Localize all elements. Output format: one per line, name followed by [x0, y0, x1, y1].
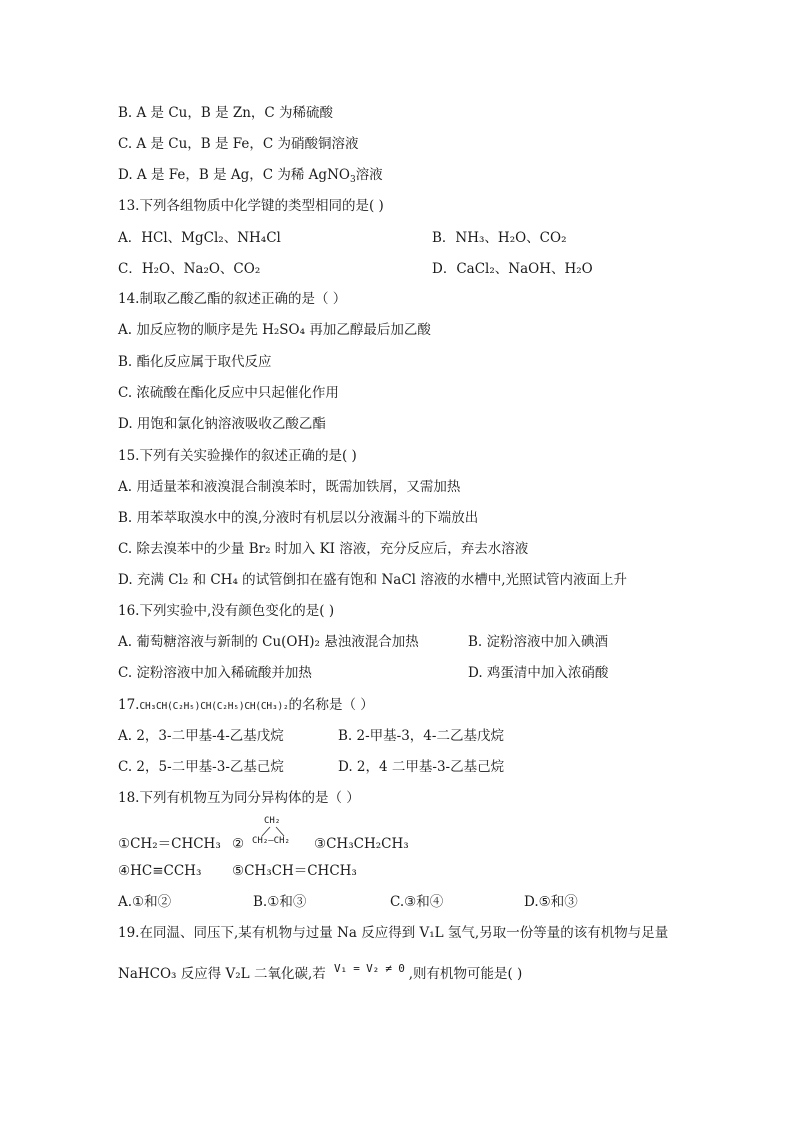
q17-option-b: B. 2-甲基-3，4-二乙基戊烷 [338, 728, 504, 744]
q19-stem-line-1: 19.在同温、同压下,某有机物与过量 Na 反应得到 V₁L 氢气,另取一份等量的该有机物与足量 [118, 925, 669, 941]
q16-option-c: C. 淀粉溶液中加入稀硫酸并加热 [118, 665, 312, 681]
q18-item-3: ③CH₃CH₂CH₃ [314, 836, 409, 852]
q12-option-d: D. A 是 Fe，B 是 Ag，C 为稀 AgNO$_3$溶液 [118, 167, 383, 185]
q16-option-a: A. 葡萄糖溶液与新制的 Cu(OH)₂ 悬浊液混合加热 [118, 634, 419, 650]
q12-option-c: C. A 是 Cu，B 是 Fe，C 为硝酸铜溶液 [118, 136, 359, 152]
q13-option-c: C．H₂O、Na₂O、CO₂ [118, 261, 261, 277]
q12-option-b: B. A 是 Cu，B 是 Zn，C 为稀硫酸 [118, 105, 334, 121]
q13-option-b: B．NH₃、H₂O、CO₂ [432, 230, 567, 246]
struct-bonds [252, 814, 312, 854]
q18-stem: 18.下列有机物互为同分异构体的是（ ） [118, 790, 360, 806]
q13-option-a: A．HCl、MgCl₂、NH₄Cl [118, 230, 281, 246]
q17-formula: CH₃CH(C₂H₅)CH(C₂H₅)CH(CH₃)₂ [139, 701, 289, 712]
q16-option-d: D. 鸡蛋清中加入浓硝酸 [468, 665, 609, 681]
struct-bottom-label: CH₂—CH₂ [252, 836, 290, 846]
q17-option-c: C. 2，5-二甲基-3-乙基己烷 [118, 759, 284, 775]
q15-option-a: A. 用适量苯和液溴混合制溴苯时，既需加铁屑，又需加热 [118, 479, 461, 495]
q18-option-b: B.①和③ [253, 894, 307, 910]
q16-option-b: B. 淀粉溶液中加入碘酒 [468, 634, 609, 650]
q17-option-d: D. 2，4 二甲基-3-乙基己烷 [338, 759, 505, 775]
q15-option-c: C. 除去溴苯中的少量 Br₂ 时加入 KI 溶液，充分反应后，弃去水溶液 [118, 541, 529, 557]
q19-stem-line-2: NaHCO₃ 反应得 V₂L 二氧化碳,若 $^{V_1 = V_2 \ne 0}$ ,则有机物可能是( ) [118, 962, 523, 982]
q18-item-2-number: ② [232, 836, 245, 852]
q14-option-c: C. 浓硫酸在酯化反应中只起催化作用 [118, 385, 339, 401]
q14-option-a: A. 加反应物的顺序是先 H₂SO₄ 再加乙醇最后加乙酸 [118, 322, 431, 338]
q19-condition-formula: V₁ = V₂ ≠ 0 [334, 962, 405, 975]
q15-option-d: D. 充满 Cl₂ 和 CH₄ 的试管倒扣在盛有饱和 NaCl 溶液的水槽中,光照试管内液面上升 [118, 572, 628, 588]
cyclopropane-structure [252, 814, 312, 854]
q14-option-d: D. 用饱和氯化钠溶液吸收乙酸乙酯 [118, 416, 326, 432]
struct-top-label: CH₂ [264, 816, 281, 826]
q13-stem: 13.下列各组物质中化学键的类型相同的是( ) [118, 198, 384, 214]
q18-option-c: C.③和④ [390, 894, 444, 910]
q16-stem: 16.下列实验中,没有颜色变化的是( ) [118, 603, 335, 619]
q17-number: 17. [118, 697, 140, 713]
q17-suffix: 的名称是（ ） [288, 697, 374, 713]
q17-stem [118, 695, 374, 717]
q17-option-a: A. 2，3-二甲基-4-乙基戊烷 [118, 728, 284, 744]
q14-stem: 14.制取乙酸乙酯的叙述正确的是（ ） [118, 291, 347, 307]
q18-item-5: ⑤CH₃CH＝CHCH₃ [232, 863, 357, 879]
q15-stem: 15.下列有关实验操作的叙述正确的是( ) [118, 448, 357, 464]
q15-option-b: B. 用苯萃取溴水中的溴,分液时有机层以分液漏斗的下端放出 [118, 510, 479, 526]
q18-item-4: ④HC≡CCH₃ [118, 863, 202, 879]
q18-option-a: A.①和② [118, 894, 172, 910]
q18-item-1: ①CH₂＝CHCH₃ [118, 836, 221, 852]
q18-option-d: D.⑤和③ [524, 894, 578, 910]
q14-option-b: B. 酯化反应属于取代反应 [118, 354, 272, 370]
q13-option-d: D．CaCl₂、NaOH、H₂O [432, 261, 593, 277]
